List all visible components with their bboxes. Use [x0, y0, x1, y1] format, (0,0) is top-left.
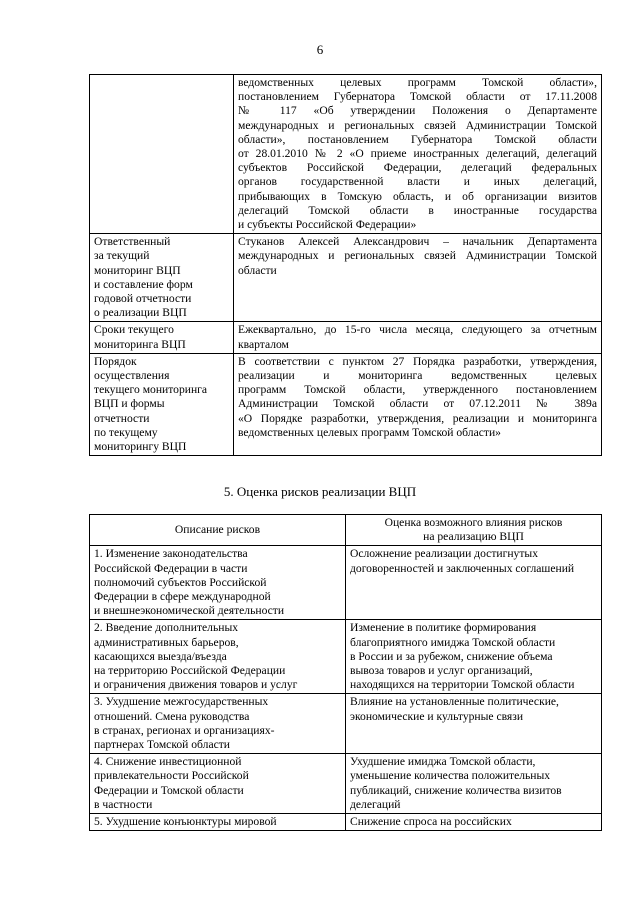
text-line: за текущий [94, 249, 150, 263]
text-line: и ограничения движения товаров и услуг [94, 678, 298, 692]
text-line: Сроки текущего [94, 323, 174, 337]
text-line: мониторингу ВЦП [94, 440, 187, 454]
text-line: области [238, 263, 277, 277]
text-line: касающихся выезда/въезда [94, 649, 227, 663]
text-line: договоренностей и заключенных соглашений [350, 561, 575, 575]
text-line: В соответствии с пунктом 27 Порядка разработки, утверждения, [238, 354, 597, 368]
text-line: 4. Снижение инвестиционной [94, 755, 242, 769]
text-line: текущего мониторинга [94, 383, 208, 397]
risk-impact [346, 694, 602, 754]
text-line: органов государственной власти и иных делегаций, [238, 175, 597, 189]
text-line: о реализации ВЦП [94, 306, 187, 320]
text-line: Ежеквартально, до 15-го числа месяца, следующего за отчетным [238, 323, 597, 337]
row-value [234, 75, 602, 234]
text-line: уменьшение количества положительных [350, 769, 551, 783]
text-line: полномочий субъектов Российской [94, 575, 267, 589]
text-line: в частности [94, 797, 153, 811]
text-line: публикаций, снижение количества визитов [350, 783, 562, 797]
text-line: субъектов Российской Федерации, делегаций федеральных [238, 161, 597, 175]
risk-description [90, 814, 346, 831]
text-line: экономические и культурные связи [350, 709, 524, 723]
text-line: области», постановлением Губернатора Томской области [238, 132, 597, 146]
text-line: привлекательности Российской [94, 769, 249, 783]
text-line: мониторинга ВЦП [94, 337, 186, 351]
text-line: вывоза товаров и услуг организаций, [350, 664, 533, 678]
table-row [90, 353, 602, 455]
text-line: 5. Ухудшение конъюнктуры мировой [94, 815, 277, 829]
text-line: годовой отчетности [94, 292, 192, 306]
risk-impact [346, 754, 602, 814]
text-line: партнерах Томской области [94, 738, 231, 752]
text-line: административных барьеров, [94, 635, 239, 649]
text-line: Ответственный [94, 235, 171, 249]
risk-impact [346, 546, 602, 620]
risk-table [89, 514, 602, 831]
text-line: международных и региональных связей Администрации Томской [238, 118, 597, 132]
text-line: на реализацию ВЦП [423, 530, 524, 544]
text-line: № 117 «Об утверждении Положения о Департаменте [238, 104, 597, 118]
monitoring-table [89, 74, 602, 456]
row-value [234, 322, 602, 353]
text-line: и субъекты Российской Федерации» [238, 218, 417, 232]
text-line: Осложнение реализации достигнутых [350, 547, 538, 561]
text-line: реализации и мониторинга ведомственных целевых [238, 369, 597, 383]
header-risk-description [90, 515, 346, 546]
text-line: международных и региональных связей Администрации Томской [238, 249, 597, 263]
text-line: прибывающих в Томскую область, и об организации визитов [238, 189, 597, 203]
text-line: делегаций Томской области в иностранные государства [238, 203, 597, 217]
text-line: Федерации в сфере международной [94, 590, 271, 604]
header-row [90, 515, 602, 546]
text-line: 3. Ухудшение межгосударственных [94, 695, 269, 709]
risk-description [90, 620, 346, 694]
text-line: ведомственных целевых программ Томской области», [238, 76, 597, 89]
text-line: в России и за рубежом, снижение объема [350, 649, 553, 663]
text-line: и составление форм [94, 277, 193, 291]
text-line: отношений. Смена руководства [94, 709, 250, 723]
text-line: ВЦП и формы [94, 397, 165, 411]
risk-description [90, 546, 346, 620]
text-line: Ухудшение имиджа Томской области, [350, 755, 536, 769]
table-row [90, 75, 602, 234]
risk-description [90, 754, 346, 814]
text-line: благоприятного имиджа Томской области [350, 635, 556, 649]
row-label [90, 322, 234, 353]
row-value [234, 234, 602, 322]
text-line: Описание рисков [174, 523, 261, 537]
text-line: делегаций [350, 797, 401, 811]
text-line: Влияние на установленные политические, [350, 695, 559, 709]
text-line: Администрации Томской области от 07.12.2011 № 389а [238, 397, 597, 411]
text-line: и внешнеэкономической деятельности [94, 604, 285, 618]
text-line: по текущему [94, 425, 158, 439]
row-label [90, 353, 234, 455]
risk-impact [346, 620, 602, 694]
text-line: от 28.01.2010 № 2 «О приеме иностранных делегаций, делегаций [238, 147, 597, 161]
text-line: отчетности [94, 411, 150, 425]
section-title: 5. Оценка рисков реализации ВЦП [223, 484, 417, 499]
row-label [90, 234, 234, 322]
text-line: мониторинг ВЦП [94, 263, 181, 277]
text-line: Оценка возможного влияния рисков [384, 516, 563, 529]
text-line: «О Порядке разработки, утверждения, реализации и мониторинга [238, 411, 597, 425]
table-row [90, 620, 602, 694]
table-row [90, 234, 602, 322]
text-line: Российской Федерации в части [94, 561, 248, 575]
text-line: в странах, регионах и организациях- [94, 723, 275, 737]
table-row [90, 694, 602, 754]
text-line: Порядок [94, 354, 137, 368]
table-row [90, 546, 602, 620]
text-line: 2. Введение дополнительных [94, 621, 239, 635]
page-number: 6 [316, 42, 324, 57]
text-line: на территорию Российской Федерации [94, 664, 286, 678]
table-row [90, 754, 602, 814]
text-line: постановлением Губернатора Томской области от 17.11.2008 [238, 90, 597, 104]
text-line: осуществления [94, 369, 170, 383]
text-line: Изменение в политике формирования [350, 621, 537, 635]
text-line: ведомственных целевых программ Томской области» [238, 425, 501, 439]
table-row [90, 814, 602, 831]
risk-description [90, 694, 346, 754]
table-row [90, 322, 602, 353]
row-label [90, 75, 234, 234]
text-line: находящихся на территории Томской области [350, 678, 575, 692]
row-value [234, 353, 602, 455]
text-line: программ Томской области, утвержденного постановлением [238, 383, 597, 397]
text-line: Федерации и Томской области [94, 783, 244, 797]
text-line: кварталом [238, 337, 289, 351]
header-risk-impact [346, 515, 602, 546]
text-line: Стуканов Алексей Александрович – начальник Департамента [238, 235, 597, 249]
text-line: 1. Изменение законодательства [94, 547, 248, 561]
text-line: Снижение спроса на российских [350, 815, 512, 829]
risk-impact [346, 814, 602, 831]
